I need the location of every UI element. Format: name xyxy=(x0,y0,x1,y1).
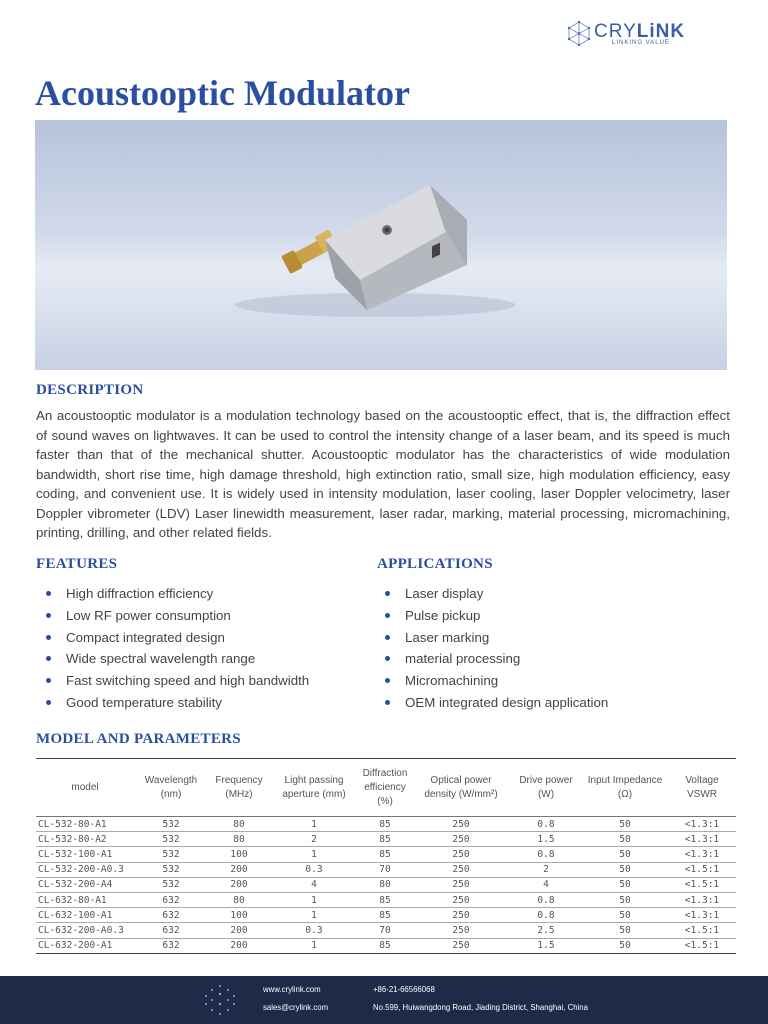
table-cell: 200 xyxy=(208,938,270,953)
footer-address: No.599, Huiwangdong Road, Jiading District, Shanghai, China xyxy=(373,1003,588,1012)
model-cell: CL-632-80-A1 xyxy=(36,892,134,907)
table-cell: <1.5:1 xyxy=(668,923,736,938)
list-item: Fast switching speed and high bandwidth xyxy=(36,670,309,692)
table-cell: 250 xyxy=(412,908,510,923)
table-cell: 532 xyxy=(134,847,208,862)
table-row xyxy=(36,923,736,938)
list-item: Laser marking xyxy=(375,627,608,649)
bullet-icon xyxy=(46,591,51,596)
table-cell: 50 xyxy=(582,908,668,923)
table-cell: 532 xyxy=(134,817,208,832)
model-cell: CL-532-100-A1 xyxy=(36,847,134,862)
table-cell: 200 xyxy=(208,862,270,877)
list-item: Good temperature stability xyxy=(36,692,309,714)
table-row xyxy=(36,817,736,832)
crylink-logo xyxy=(566,20,706,48)
table-row xyxy=(36,832,736,847)
table-cell: 200 xyxy=(208,923,270,938)
footer-email-link[interactable]: sales@crylink.com xyxy=(263,1003,329,1012)
bullet-icon xyxy=(46,678,51,683)
features-heading: FEATURES xyxy=(36,556,118,572)
table-cell: <1.3:1 xyxy=(668,892,736,907)
table-cell: 250 xyxy=(412,923,510,938)
bullet-icon xyxy=(46,613,51,618)
parameters-table xyxy=(36,758,736,954)
table-cell: 250 xyxy=(412,862,510,877)
table-cell: 4 xyxy=(510,877,582,892)
parameters-heading: MODEL AND PARAMETERS xyxy=(36,731,241,747)
table-cell: 50 xyxy=(582,892,668,907)
column-header: Light passing aperture (mm) xyxy=(282,774,346,800)
table-cell: 85 xyxy=(358,908,412,923)
table-cell: 250 xyxy=(412,938,510,953)
table-cell: 50 xyxy=(582,923,668,938)
column-header: Drive power (W) xyxy=(519,774,573,800)
table-cell: 0.8 xyxy=(510,892,582,907)
table-cell: 250 xyxy=(412,832,510,847)
table-cell: 532 xyxy=(134,862,208,877)
table-cell: <1.5:1 xyxy=(668,862,736,877)
table-cell: 2 xyxy=(270,832,358,847)
model-cell: CL-532-200-A4 xyxy=(36,877,134,892)
column-header: Diffraction efficiency (%) xyxy=(362,767,408,807)
table-cell: 532 xyxy=(134,832,208,847)
bullet-icon xyxy=(385,635,390,640)
table-cell: <1.3:1 xyxy=(668,908,736,923)
column-header: Voltage VSWR xyxy=(685,774,719,800)
table-cell: <1.5:1 xyxy=(668,938,736,953)
table-cell: <1.3:1 xyxy=(668,832,736,847)
table-cell: 50 xyxy=(582,847,668,862)
table-cell: 50 xyxy=(582,862,668,877)
model-cell: CL-632-200-A1 xyxy=(36,938,134,953)
list-item: High diffraction efficiency xyxy=(36,583,309,605)
bullet-icon xyxy=(385,613,390,618)
bullet-icon xyxy=(385,591,390,596)
model-cell: CL-532-200-A0.3 xyxy=(36,862,134,877)
table-cell: 100 xyxy=(208,847,270,862)
table-cell: 0.8 xyxy=(510,817,582,832)
column-header: Optical power density (W/mm²) xyxy=(424,774,498,800)
table-row xyxy=(36,847,736,862)
list-item: OEM integrated design application xyxy=(375,692,608,714)
logo-mark-icon xyxy=(566,20,592,46)
table-cell: 4 xyxy=(270,877,358,892)
table-cell: 50 xyxy=(582,938,668,953)
table-cell: 1 xyxy=(270,908,358,923)
table-cell: 2 xyxy=(510,862,582,877)
table-cell: 80 xyxy=(358,877,412,892)
table-cell: 0.8 xyxy=(510,908,582,923)
footer-website-link[interactable]: www.crylink.com xyxy=(263,985,321,994)
logo-wordmark: CRYLiNK xyxy=(594,21,686,42)
applications-heading: APPLICATIONS xyxy=(377,556,493,572)
table-cell: 250 xyxy=(412,892,510,907)
table-cell: 250 xyxy=(412,877,510,892)
footer xyxy=(0,976,768,1024)
column-header: model xyxy=(71,781,99,793)
table-cell: 70 xyxy=(358,862,412,877)
table-cell: 70 xyxy=(358,923,412,938)
bullet-icon xyxy=(385,678,390,683)
column-header: Wavelength (nm) xyxy=(144,774,198,800)
table-row xyxy=(36,938,736,953)
modulator-device-illustration xyxy=(35,120,727,370)
bullet-icon xyxy=(46,700,51,705)
table-row xyxy=(36,877,736,892)
column-header: Frequency (MHz) xyxy=(215,774,263,800)
table-cell: 250 xyxy=(412,817,510,832)
bullet-icon xyxy=(385,700,390,705)
table-row xyxy=(36,862,736,877)
model-cell: CL-632-200-A0.3 xyxy=(36,923,134,938)
table-cell: 1 xyxy=(270,892,358,907)
table-row xyxy=(36,892,736,907)
page-title: Acoustooptic Modulator xyxy=(35,73,410,113)
table-row xyxy=(36,908,736,923)
description-heading: DESCRIPTION xyxy=(36,382,144,398)
table-cell: 1.5 xyxy=(510,938,582,953)
footer-phone: +86-21-66566068 xyxy=(373,985,435,994)
table-cell: 1 xyxy=(270,817,358,832)
table-cell: 50 xyxy=(582,832,668,847)
model-cell: CL-532-80-A1 xyxy=(36,817,134,832)
table-cell: 85 xyxy=(358,832,412,847)
list-item: Laser display xyxy=(375,583,608,605)
table-cell: 0.3 xyxy=(270,862,358,877)
table-cell: 85 xyxy=(358,817,412,832)
table-cell: 0.3 xyxy=(270,923,358,938)
list-item: Wide spectral wavelength range xyxy=(36,648,309,670)
product-image xyxy=(35,120,727,370)
bullet-icon xyxy=(46,656,51,661)
list-item: Micromachining xyxy=(375,670,608,692)
table-cell: 1.5 xyxy=(510,832,582,847)
table-cell: 632 xyxy=(134,923,208,938)
table-cell: 85 xyxy=(358,938,412,953)
table-cell: 1 xyxy=(270,938,358,953)
logo-tagline: LINKING VALUE xyxy=(612,40,670,46)
table-cell: 80 xyxy=(208,817,270,832)
model-cell: CL-532-80-A2 xyxy=(36,832,134,847)
table-cell: 50 xyxy=(582,817,668,832)
table-cell: 2.5 xyxy=(510,923,582,938)
table-cell: 632 xyxy=(134,908,208,923)
bullet-icon xyxy=(385,656,390,661)
table-cell: <1.3:1 xyxy=(668,847,736,862)
table-cell: 80 xyxy=(208,892,270,907)
list-item: Compact integrated design xyxy=(36,627,309,649)
column-header: Input Impedance (Ω) xyxy=(587,774,663,800)
footer-dots-icon xyxy=(200,982,240,1018)
list-item: Pulse pickup xyxy=(375,605,608,627)
table-cell: 200 xyxy=(208,877,270,892)
table-cell: 50 xyxy=(582,877,668,892)
table-cell: 1 xyxy=(270,847,358,862)
table-cell: 80 xyxy=(208,832,270,847)
table-cell: 632 xyxy=(134,938,208,953)
table-header-row xyxy=(36,759,736,817)
table-cell: 100 xyxy=(208,908,270,923)
table-cell: <1.5:1 xyxy=(668,877,736,892)
bullet-icon xyxy=(46,635,51,640)
table-cell: 632 xyxy=(134,892,208,907)
applications-list xyxy=(375,583,608,714)
model-cell: CL-632-100-A1 xyxy=(36,908,134,923)
table-cell: 85 xyxy=(358,892,412,907)
table-cell: 250 xyxy=(412,847,510,862)
features-list xyxy=(36,583,309,714)
table-cell: 532 xyxy=(134,877,208,892)
table-cell: 0.8 xyxy=(510,847,582,862)
table-cell: 85 xyxy=(358,847,412,862)
table-cell: <1.3:1 xyxy=(668,817,736,832)
description-text: An acoustooptic modulator is a modulation technology based on the acoustooptic effect, that is, the diffraction effect of sound waves on lightwaves. It can be used to control the intensity change of a laser beam, and its speed is much faster than that of the mechanical shutter. Acoustooptic modulator has the characteristics of wide modulation bandwidth, short rise time, high damage threshold, high extinction ratio, small size, high modulation efficiency, easy coding, and convenient use. It is widely used in intensity modulation, laser cooling, laser Doppler velocimetry, laser Doppler vibrometer (LDV) Laser linewidth measurement, laser radar, marking, material processing, micromachining, printing, drilling, and other related fields. xyxy=(36,408,730,540)
list-item: material processing xyxy=(375,648,608,670)
list-item: Low RF power consumption xyxy=(36,605,309,627)
